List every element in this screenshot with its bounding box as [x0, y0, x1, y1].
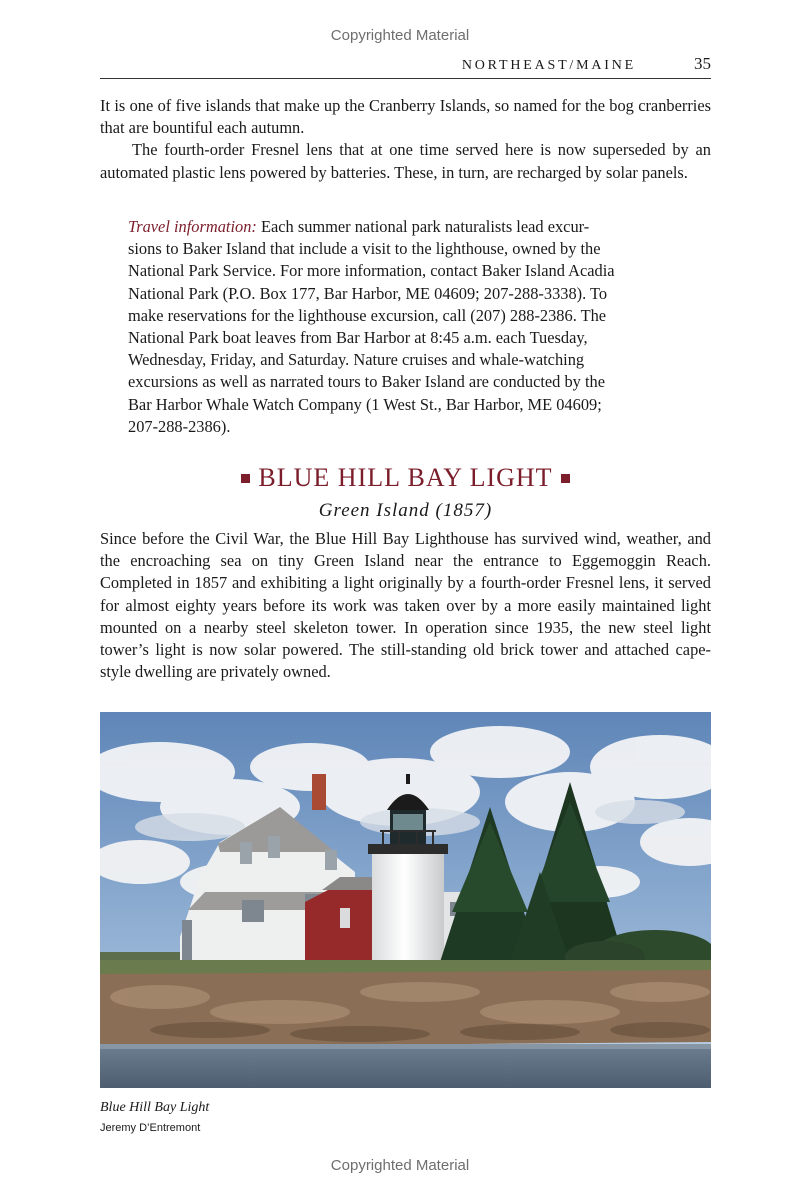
- description-paragraph: Since before the Civil War, the Blue Hill Bay Lighthouse has survived wind, weather, and the encroaching sea on tiny Green Island near the entrance to Eggemoggin Reach. Completed in 1857 and exhibiting a light originally by a fourth-order Fresnel lens, it served for almost eighty years before its work was taken over by a more easily maintained light mounted on a nearby steel skeleton tower. In operation since 1935, the new steel light tower’s light is now solar powered. The still-standing old brick tower and attached cape-style dwelling are privately owned.: [100, 529, 711, 682]
- travel-line-text-0: Each summer national park naturalists lead excur-: [260, 217, 590, 236]
- lighthouse-photo-illustration: [100, 712, 711, 1088]
- travel-line-9: 207-288-2386).: [128, 416, 231, 436]
- photo-credit: Jeremy D’Entremont: [100, 1122, 201, 1134]
- photo-caption: Blue Hill Bay Light: [100, 1100, 210, 1115]
- section-heading-text: BLUE HILL BAY LIGHT: [258, 463, 553, 492]
- square-ornament-right-icon: [561, 474, 570, 483]
- travel-line-6: Wednesday, Friday, and Saturday. Nature cruises and whale-watching: [128, 350, 585, 370]
- travel-line-5: National Park boat leaves from Bar Harbor at 8:45 a.m. each Tuesday,: [128, 328, 588, 348]
- travel-line-7: excursions as well as narrated tours to Baker Island are conducted by the: [128, 372, 605, 392]
- lighthouse-photo: [100, 712, 711, 1088]
- travel-line-0: [128, 216, 668, 238]
- travel-information: [128, 216, 668, 438]
- square-ornament-left-icon: [241, 474, 250, 483]
- page-number: 35: [694, 54, 711, 73]
- intro-text: [100, 95, 711, 184]
- section-heading: [100, 463, 711, 493]
- intro-paragraph-1: It is one of five islands that make up the Cranberry Islands, so named for the bog cranberries that are bountiful each autumn.: [100, 96, 711, 138]
- lighthouse-description: [100, 528, 711, 683]
- watermark-top: Copyrighted Material: [330, 27, 470, 44]
- section-subheading: Green Island (1857): [318, 500, 493, 521]
- travel-line-1: sions to Baker Island that include a visit to the lighthouse, owned by the: [128, 239, 601, 259]
- travel-line-8: Bar Harbor Whale Watch Company (1 West St., Bar Harbor, ME 04609;: [128, 394, 602, 414]
- travel-line-2: National Park Service. For more information, contact Baker Island Acadia: [128, 261, 615, 281]
- intro-paragraph-2: The fourth-order Fresnel lens that at one time served here is now superseded by an automated plastic lens powered by batteries. These, in turn, are recharged by solar panels.: [100, 140, 711, 182]
- travel-line-3: National Park (P.O. Box 177, Bar Harbor, ME 04609; 207-288-3338). To: [128, 283, 608, 303]
- travel-label: Travel information:: [128, 217, 257, 236]
- travel-line-4: make reservations for the lighthouse excursion, call (207) 288-2386. The: [128, 305, 607, 325]
- running-head: [100, 54, 711, 79]
- watermark-bottom: Copyrighted Material: [330, 1157, 470, 1174]
- running-head-section: NORTHEAST/MAINE: [461, 58, 636, 73]
